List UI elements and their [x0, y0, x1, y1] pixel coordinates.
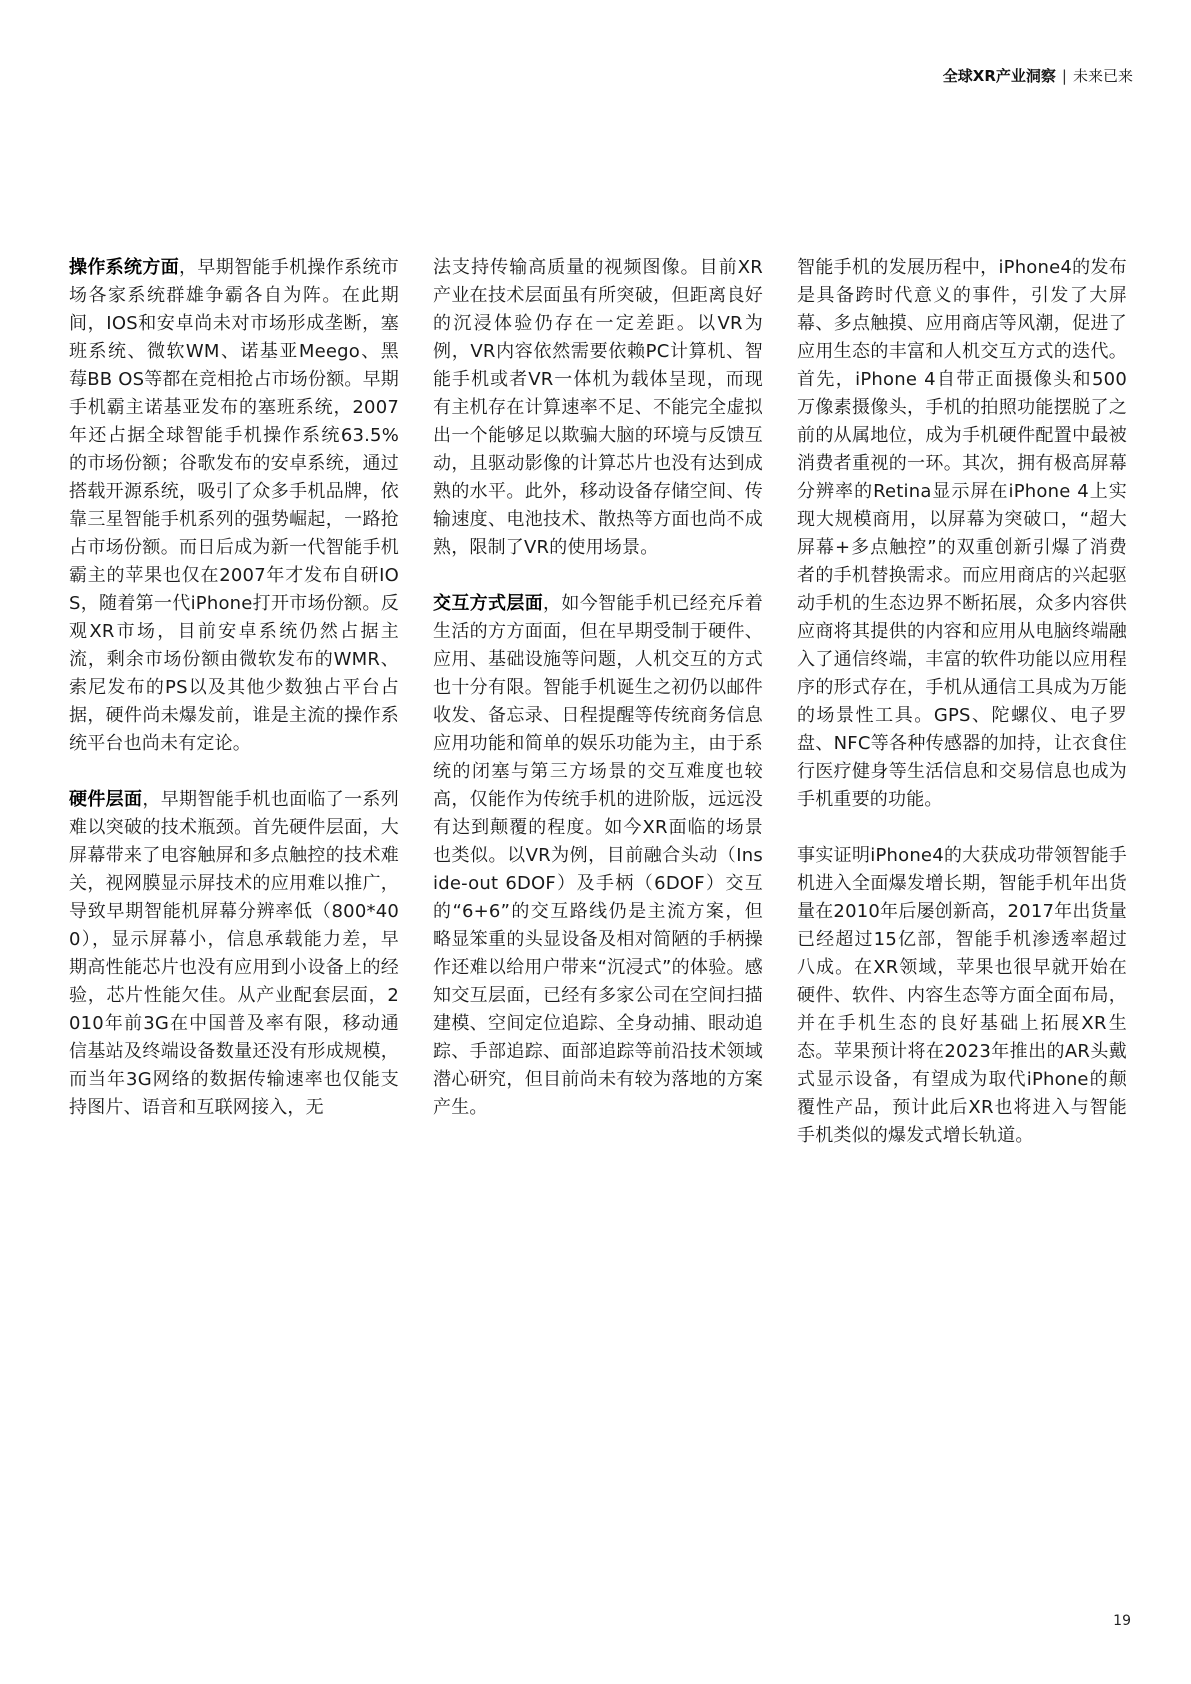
text-column-3	[797, 254, 1127, 1178]
report-subtitle: 未来已来	[1072, 67, 1133, 85]
text-column-1	[69, 254, 399, 1150]
paragraph-iphone4	[797, 254, 1127, 814]
paragraph-body: 事实证明iPhone4的大获成功带领智能手机进入全面爆发增长期，智能手机年出货量在2010年后屡创新高，2017年出货量已经超过15亿部，智能手机渗透率超过八成。在XR领域，苹果也很早就开始在硬件、软件、内容生态等方面全面布局，并在手机生态的良好基础上拓展XR生态。苹果预计将在2023年推出的AR头戴式显示设备，有望成为取代iPhone的颠覆性产品，预计此后XR也将进入与智能手机类似的爆发式增长轨道。	[797, 845, 1127, 1146]
paragraph-body: ，早期智能手机也面临了一系列难以突破的技术瓶颈。首先硬件层面，大屏幕带来了电容触屏和多点触控的技术难关，视网膜显示屏技术的应用难以推广，导致早期智能机屏幕分辨率低（800*400），显示屏幕小，信息承载能力差，早期高性能芯片也没有应用到小设备上的经验，芯片性能欠佳。从产业配套层面，2010年前3G在中国普及率有限，移动通信基站及终端设备数量还没有形成规模，而当年3G网络的数据传输速率也仅能支持图片、语音和互联网接入，无	[69, 789, 399, 1118]
page-number: 19	[1113, 1613, 1131, 1629]
paragraph-body: 法支持传输高质量的视频图像。目前XR产业在技术层面虽有所突破，但距离良好的沉浸体验仍存在一定差距。以VR为例，VR内容依然需要依赖PC计算机、智能手机或者VR一体机为载体呈现，而现有主机存在计算速率不足、不能完全虚拟出一个能够足以欺骗大脑的环境与反馈互动，且驱动影像的计算芯片也没有达到成熟的水平。此外，移动设备存储空间、传输速度、电池技术、散热等方面也尚不成熟，限制了VR的使用场景。	[433, 257, 763, 558]
text-column-2	[433, 254, 763, 1150]
paragraph-growth	[797, 842, 1127, 1150]
paragraph-lead: 硬件层面	[69, 789, 143, 810]
paragraph-body: ，早期智能手机操作系统市场各家系统群雄争霸各自为阵。在此期间，IOS和安卓尚未对市场形成垄断，塞班系统、微软WM、诺基亚Meego、黑莓BB OS等都在竞相抢占市场份额。早期手机霸主诺基亚发布的塞班系统，2007年还占据全球智能手机操作系统63.5%的市场份额；谷歌发布的安卓系统，通过搭载开源系统，吸引了众多手机品牌，依靠三星智能手机系列的强势崛起，一路抢占市场份额。而日后成为新一代智能手机霸主的苹果也仅在2007年才发布自研IOS，随着第一代iPhone打开市场份额。反观XR市场，目前安卓系统仍然占据主流，剩余市场份额由微软发布的WMR、索尼发布的PS以及其他少数独占平台占据，硬件尚未爆发前，谁是主流的操作系统平台也尚未有定论。	[69, 257, 400, 754]
paragraph-os	[69, 254, 399, 758]
paragraph-hardware	[69, 786, 399, 1122]
paragraph-hardware-cont	[433, 254, 763, 562]
paragraph-body: ，如今智能手机已经充斥着生活的方方面面，但在早期受制于硬件、应用、基础设施等问题，人机交互的方式也十分有限。智能手机诞生之初仍以邮件收发、备忘录、日程提醒等传统商务信息应用功能和简单的娱乐功能为主，由于系统的闭塞与第三方场景的交互难度也较高，仅能作为传统手机的进阶版，远远没有达到颠覆的程度。如今XR面临的场景也类似。以VR为例，目前融合头动（Inside-out 6DOF）及手柄（6DOF）交互的“6+6”的交互路线仍是主流方案，但略显笨重的头显设备及相对简陋的手柄操作还难以给用户带来“沉浸式”的体验。感知交互层面，已经有多家公司在空间扫描建模、空间定位追踪、全身动捕、眼动追踪、手部追踪、面部追踪等前沿技术领域潜心研究，但目前尚未有较为落地的方案产生。	[433, 593, 763, 1118]
running-header	[943, 66, 1133, 86]
paragraph-interaction	[433, 590, 763, 1122]
paragraph-lead: 操作系统方面	[69, 257, 180, 278]
header-divider: |	[1061, 67, 1067, 85]
paragraph-body: 智能手机的发展历程中，iPhone4的发布是具备跨时代意义的事件，引发了大屏幕、多点触摸、应用商店等风潮，促进了应用生态的丰富和人机交互方式的迭代。首先，iPhone 4自带正面摄像头和500万像素摄像头，手机的拍照功能摆脱了之前的从属地位，成为手机硬件配置中最被消费者重视的一环。其次，拥有极高屏幕分辨率的Retina显示屏在iPhone 4上实现大规模商用，以屏幕为突破口，“超大屏幕+多点触控”的双重创新引爆了消费者的手机替换需求。而应用商店的兴起驱动手机的生态边界不断拓展，众多内容供应商将其提供的内容和应用从电脑终端融入了通信终端，丰富的软件功能以应用程序的形式存在，手机从通信工具成为万能的场景性工具。GPS、陀螺仪、电子罗盘、NFC等各种传感器的加持，让衣食住行医疗健身等生活信息和交易信息也成为手机重要的功能。	[797, 257, 1127, 810]
paragraph-lead: 交互方式层面	[433, 593, 544, 614]
report-title: 全球XR产业洞察	[942, 67, 1056, 85]
